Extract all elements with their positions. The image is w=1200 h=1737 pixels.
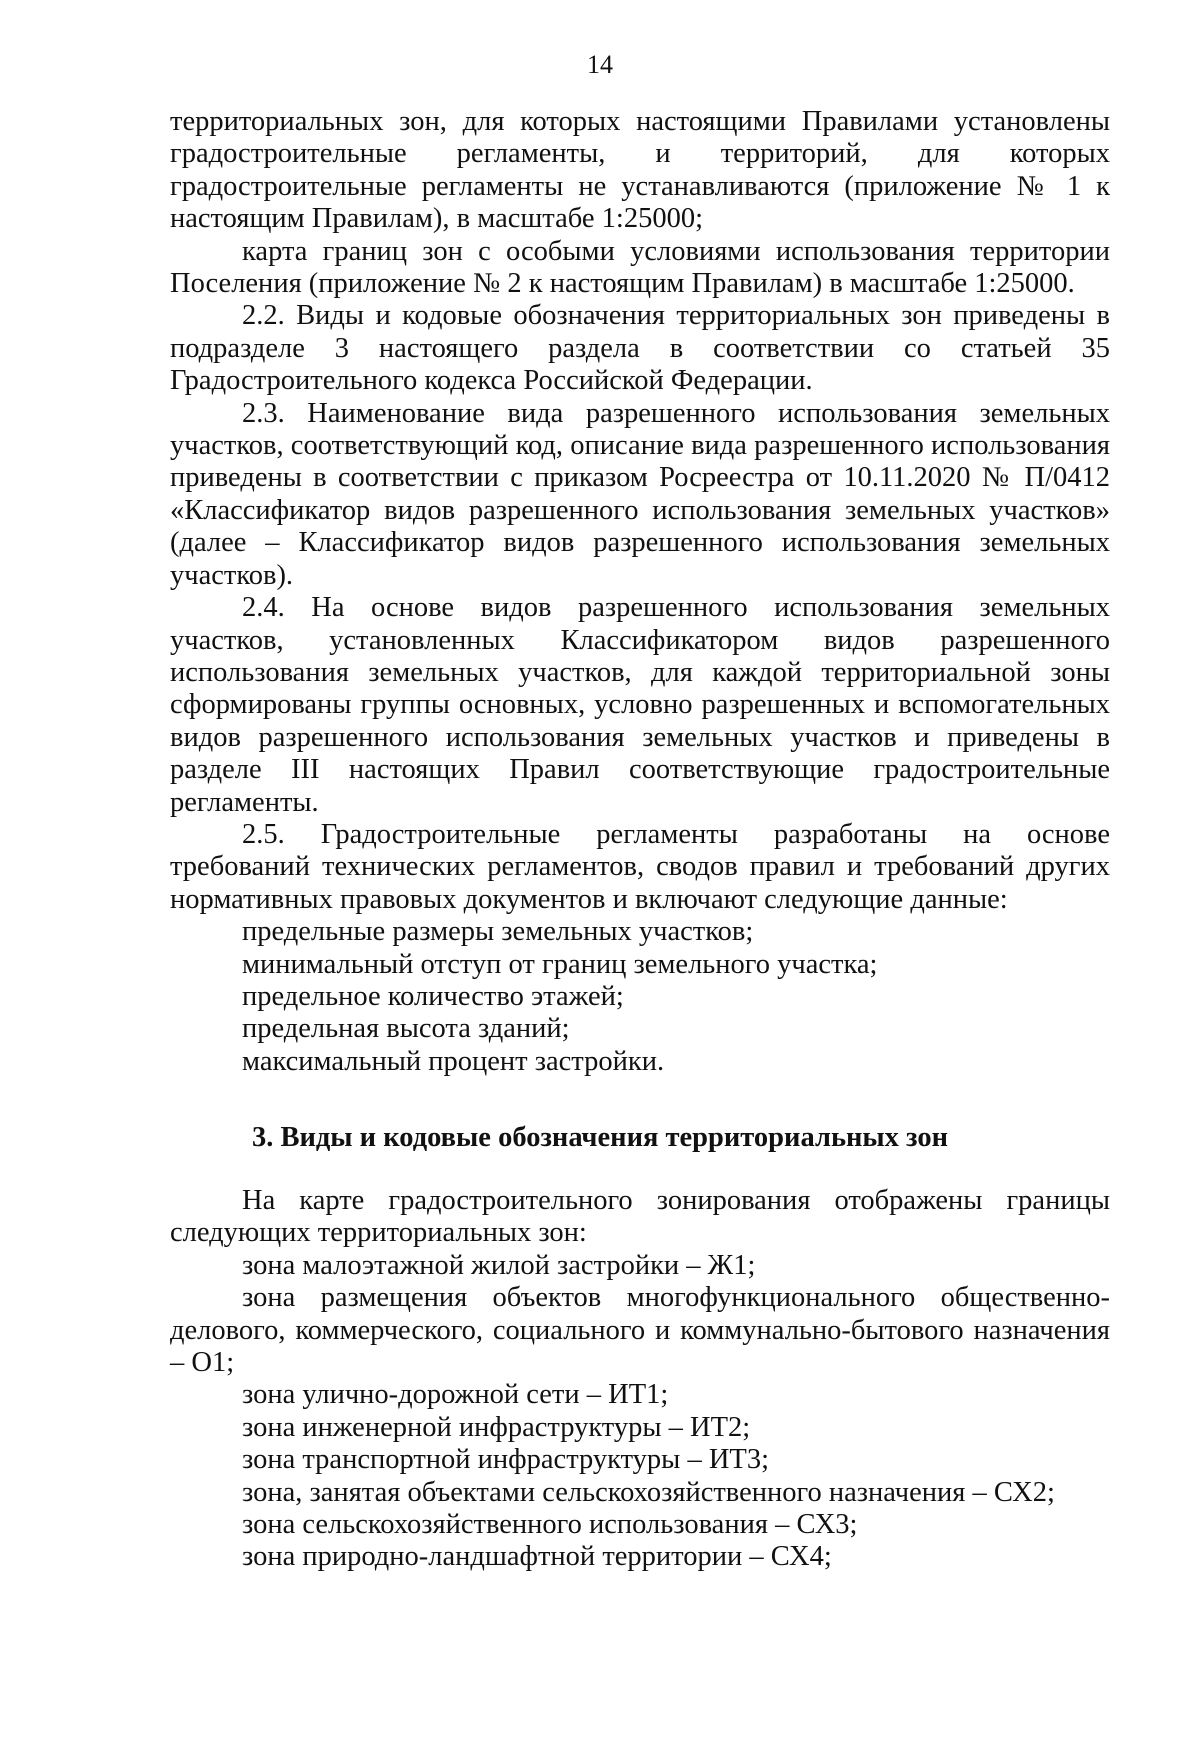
- section-heading: 3. Виды и кодовые обозначения территориальных зон: [251, 1122, 949, 1153]
- paragraph-2-2: 2.2. Виды и кодовые обозначения территориальных зон приведены в подразделе 3 настоящего раздела в соответствии со статьей 35 Градостроительного кодекса Российской Федерации.: [170, 300, 1110, 397]
- data-list-item: предельная высота зданий;: [242, 1013, 570, 1045]
- zone-list-item: зона инженерной инфраструктуры – ИТ2;: [242, 1411, 751, 1443]
- paragraph-2-5: 2.5. Градостроительные регламенты разработаны на основе требований технических регламентов, сводов правил и требований других нормативных правовых документов и включают следующие данные:: [170, 818, 1110, 915]
- zone-list-item: зона природно-ландшафтной территории – СХ4;: [242, 1541, 832, 1573]
- zone-list-item: зона сельскохозяйственного использования – СХ3;: [242, 1509, 858, 1541]
- zone-list-item: зона улично-дорожной сети – ИТ1;: [242, 1379, 669, 1411]
- zone-list-item: зона размещения объектов многофункционального общественно-делового, коммерческого, социального и коммунально-бытового назначения – О1;: [170, 1282, 1110, 1379]
- zone-list-item: зона, занятая объектами сельскохозяйственного назначения – СХ2;: [242, 1476, 1055, 1508]
- data-list-item: минимальный отступ от границ земельного участка;: [242, 948, 878, 980]
- paragraph-2-4: 2.4. На основе видов разрешенного использования земельных участков, установленных Классификатором видов разрешенного использования земельных участков, для каждой территориальной зоны сформированы группы основных, условно разрешенных и вспомогательных видов разрешенного использования земельных участков и приведены в разделе III настоящих Правил соответствующие градостроительные регламенты.: [170, 592, 1110, 818]
- zone-list-item: зона малоэтажной жилой застройки – Ж1;: [242, 1249, 756, 1281]
- data-list-item: предельное количество этажей;: [242, 980, 624, 1012]
- zone-list-item: зона транспортной инфраструктуры – ИТ3;: [242, 1444, 769, 1476]
- paragraph-continuation: территориальных зон, для которых настоящими Правилами установлены градостроительные регламенты, и территорий, для которых градостроительные регламенты не устанавливаются (приложение № 1 к настоящим Правилам), в масштабе 1:25000;: [170, 106, 1110, 235]
- page-number: 14: [587, 50, 613, 79]
- section-intro: На карте градостроительного зонирования отображены границы следующих территориальных зон:: [170, 1185, 1110, 1249]
- body-text: [170, 106, 1110, 1078]
- data-list-item: предельные размеры земельных участков;: [242, 916, 754, 948]
- paragraph-map-boundaries: карта границ зон с особыми условиями использования территории Поселения (приложение № 2 к настоящим Правилам) в масштабе 1:25000.: [170, 235, 1110, 300]
- data-list-item: максимальный процент застройки.: [242, 1045, 665, 1077]
- section-zones: [170, 1185, 1110, 1574]
- paragraph-2-3: 2.3. Наименование вида разрешенного использования земельных участков, соответствующий код, описание вида разрешенного использования приведены в соответствии с приказом Росреестра от 10.11.2020 № П/0412 «Классификатор видов разрешенного использования земельных участков» (далее – Классификатор видов разрешенного использования земельных участков).: [170, 397, 1110, 591]
